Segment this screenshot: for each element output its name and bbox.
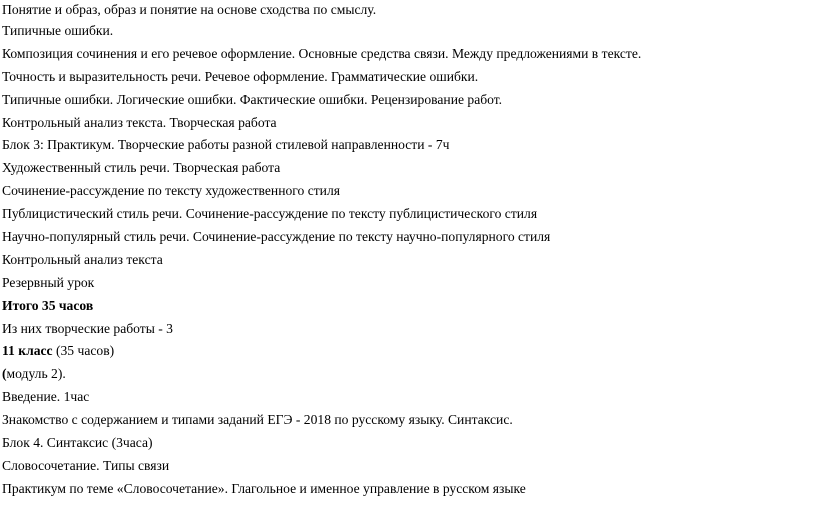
- block-heading-line: [2, 134, 812, 157]
- total-hours-line: [2, 295, 812, 318]
- line-bold-text: (: [2, 366, 7, 382]
- paragraph-line: [2, 89, 812, 112]
- paragraph-line: [2, 157, 812, 180]
- line-text: Контрольный анализ текста: [2, 251, 163, 267]
- line-text: Контрольный анализ текста. Творческая работа: [2, 114, 277, 130]
- line-text: Публицистический стиль речи. Сочинение-рассуждение по тексту публицистического стиля: [2, 206, 538, 222]
- line-text: (35 часов): [52, 343, 115, 359]
- line-text: Блок 3: Практикум. Творческие работы разной стилевой направленности - 7ч: [2, 137, 450, 153]
- line-text: Художественный стиль речи. Творческая работа: [2, 160, 281, 176]
- paragraph-line: [2, 180, 812, 203]
- line-text: Словосочетание. Типы связи: [2, 457, 170, 473]
- line-text: Понятие и образ, образ и понятие на основе сходства по смыслу.: [2, 2, 377, 17]
- line-bold-text: Итого 35 часов: [2, 297, 94, 313]
- paragraph-line: [2, 272, 812, 295]
- paragraph-line: [2, 249, 812, 272]
- document-body: [2, 0, 812, 501]
- line-text: Резервный урок: [2, 274, 95, 290]
- line-text: Научно-популярный стиль речи. Сочинение-рассуждение по тексту научно-популярного стиля: [2, 229, 551, 245]
- line-text: Практикум по теме «Словосочетание». Глагольное и именное управление в русском языке: [2, 480, 526, 496]
- line-text: Точность и выразительность речи. Речевое оформление. Грамматические ошибки.: [2, 68, 479, 84]
- line-text: Композиция сочинения и его речевое оформление. Основные средства связи. Между предложениями в тексте.: [2, 45, 642, 61]
- block-heading-line: [2, 432, 812, 455]
- line-bold-text: 11 класс: [2, 343, 53, 359]
- paragraph-line: [2, 20, 812, 43]
- module-line: [2, 363, 812, 386]
- grade-heading-line: [2, 340, 812, 363]
- paragraph-line: [2, 66, 812, 89]
- paragraph-line: [2, 203, 812, 226]
- paragraph-line: [2, 409, 812, 432]
- line-text: Введение. 1час: [2, 389, 90, 405]
- line-text: Типичные ошибки.: [2, 23, 114, 38]
- paragraph-line: [2, 112, 812, 135]
- line-text: Типичные ошибки. Логические ошибки. Фактические ошибки. Рецензирование работ.: [2, 91, 503, 107]
- paragraph-line: [2, 318, 812, 341]
- line-text: Из них творческие работы - 3: [2, 320, 173, 336]
- paragraph-line: [2, 478, 812, 501]
- paragraph-line: [2, 455, 812, 478]
- line-text: модуль 2).: [6, 366, 66, 382]
- line-text: Сочинение-рассуждение по тексту художественного стиля: [2, 183, 340, 199]
- paragraph-line: [2, 226, 812, 249]
- paragraph-line: [2, 43, 812, 66]
- paragraph-line: [2, 0, 812, 20]
- line-text: Знакомство с содержанием и типами заданий ЕГЭ - 2018 по русскому языку. Синтаксис.: [2, 412, 513, 428]
- paragraph-line: [2, 386, 812, 409]
- line-text: Блок 4. Синтаксис (3часа): [2, 435, 153, 451]
